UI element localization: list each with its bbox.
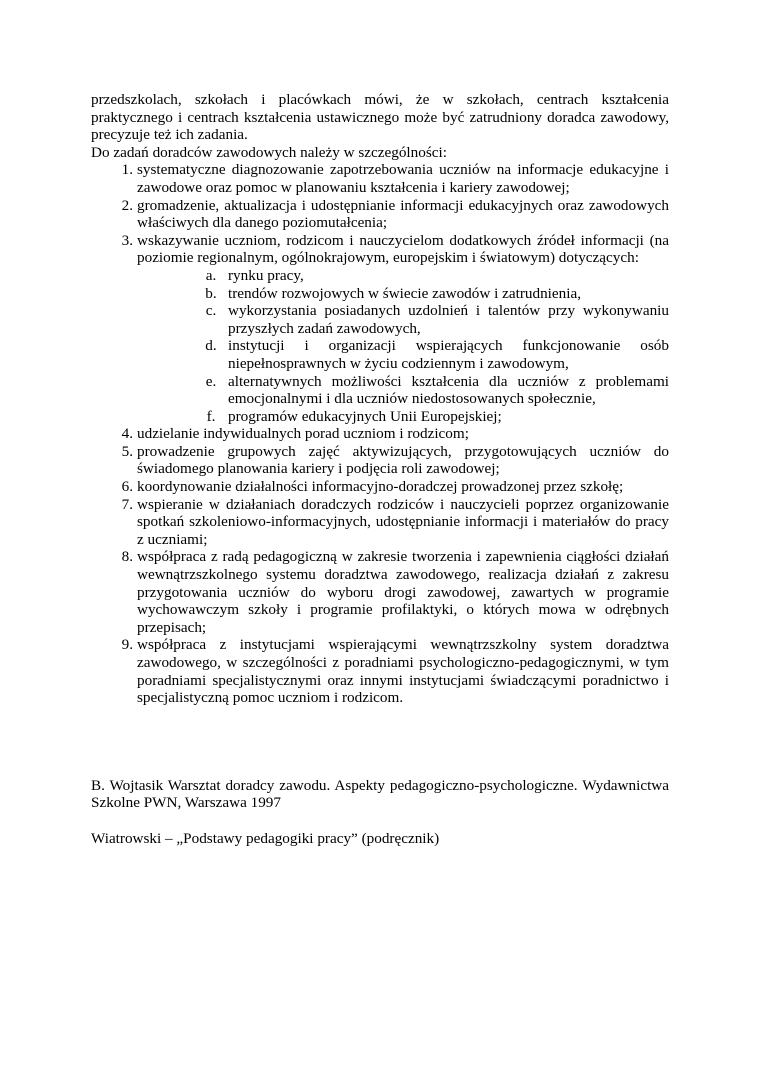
task-text: systematyczne diagnozowanie zapotrzebowania uczniów na informacje edukacyjne i zawodowe oraz pomoc w planowaniu kształcenia i kariery zawodowej;: [137, 161, 669, 196]
task-item: [91, 425, 669, 443]
subtask-letter: b.: [205, 284, 217, 302]
task-text: koordynowanie działalności informacyjno-doradczej prowadzonej przez szkołę;: [137, 478, 624, 496]
task-number: 5.: [121, 442, 133, 460]
intro-paragraph: przedszkolach, szkołach i placówkach mówi, że w szkołach, centrach kształcenia praktycznego i centrach kształcenia ustawicznego może być zatrudniony doradca zawodowy, precyzuje też ich zadania.: [91, 91, 669, 144]
reference-spacer: [91, 812, 669, 830]
task-number: 3.: [121, 231, 133, 249]
tasks-list: [91, 161, 669, 706]
subtask-text: instytucji i organizacji wspierających funkcjonowanie osób niepełnosprawnych w życiu codziennym i zawodowym,: [228, 337, 669, 372]
subtask-text: programów edukacyjnych Unii Europejskiej;: [228, 407, 502, 425]
subtask-text: rynku pracy,: [228, 266, 304, 284]
task-text: prowadzenie grupowych zajęć aktywizujących, przygotowujących uczniów do świadomego planowania kariery i podjęcia roli zawodowej;: [137, 442, 669, 478]
task-item: [91, 197, 669, 232]
task-number: 2.: [121, 196, 133, 214]
task-number: 4.: [121, 425, 133, 443]
task-number: 6.: [121, 478, 133, 496]
subtask-item: [137, 408, 669, 426]
section-spacer: [91, 707, 669, 777]
task-item: [91, 161, 669, 196]
reference-entry: B. Wojtasik Warsztat doradcy zawodu. Aspekty pedagogiczno-psychologiczne. Wydawnictwa Szkolne PWN, Warszawa 1997: [91, 776, 669, 812]
task-item: [91, 548, 669, 636]
task-item: [91, 232, 669, 426]
subtask-letter: f.: [206, 407, 216, 425]
subtask-item: [137, 285, 669, 303]
subtasks-list: [137, 267, 669, 425]
subtask-text: trendów rozwojowych w świecie zawodów i zatrudnienia,: [228, 284, 581, 302]
task-item: [91, 478, 669, 496]
subtask-item: [137, 267, 669, 285]
task-text: współpraca z instytucjami wspierającymi wewnątrzszkolny system doradztwa zawodowego, w szczególności z poradniami psychologiczno-pedagogicznymi, w tym poradniami specjalistycznymi oraz innymi instytucjami świadczącymi poradnictwo i specjalistyczną pomoc uczniom i rodzicom.: [137, 636, 669, 707]
document-body: [91, 91, 669, 848]
task-item: [91, 636, 669, 706]
task-number: 9.: [121, 636, 133, 654]
subtask-item: [137, 337, 669, 372]
subtask-text: wykorzystania posiadanych uzdolnień i talentów przy wykonywaniu przyszłych zadań zawodowych,: [228, 302, 669, 337]
task-text: wskazywanie uczniom, rodzicom i nauczycielom dodatkowych źródeł informacji (na poziomie regionalnym, ogólnokrajowym, europejskim i światowym) dotyczących:: [137, 231, 669, 267]
task-number: 7.: [121, 495, 133, 513]
reference-entry: Wiatrowski – „Podstawy pedagogiki pracy” (podręcznik): [91, 829, 440, 847]
task-text: gromadzenie, aktualizacja i udostępnianie informacji edukacyjnych oraz zawodowych właściwych dla danego poziomutałcenia;: [137, 196, 669, 232]
task-item: [91, 496, 669, 549]
subtask-letter: a.: [205, 266, 217, 284]
subtask-item: [137, 373, 669, 408]
task-item: [91, 443, 669, 478]
subtask-letter: e.: [205, 372, 217, 390]
task-text: współpraca z radą pedagogiczną w zakresie tworzenia i zapewnienia ciągłości działań wewnątrzszkolnego systemu doradztwa zawodowego, realizacja działań z zakresu przygotowania uczniów do wyboru drogi zawodowej, zawartych w programie wychowawczym szkoły i programie profilaktyki, o których mowa w odrębnych przepisach;: [137, 548, 669, 636]
subtask-text: alternatywnych możliwości kształcenia dla uczniów z problemami emocjonalnymi i dla uczniów niedostosowanych społecznie,: [228, 372, 669, 408]
list-intro: Do zadań doradców zawodowych należy w szczególności:: [91, 143, 447, 161]
task-text: udzielanie indywidualnych porad uczniom i rodzicom;: [137, 425, 469, 443]
subtask-letter: d.: [205, 337, 217, 355]
task-text: wspieranie w działaniach doradczych rodziców i nauczycieli poprzez organizowanie spotkań szkoleniowo-informacyjnych, udostępnianie informacji i materiałów do pracy z uczniami;: [137, 495, 669, 548]
subtask-letter: c.: [205, 302, 217, 320]
task-number: 1.: [121, 161, 133, 179]
subtask-item: [137, 302, 669, 337]
task-number: 8.: [121, 548, 133, 566]
